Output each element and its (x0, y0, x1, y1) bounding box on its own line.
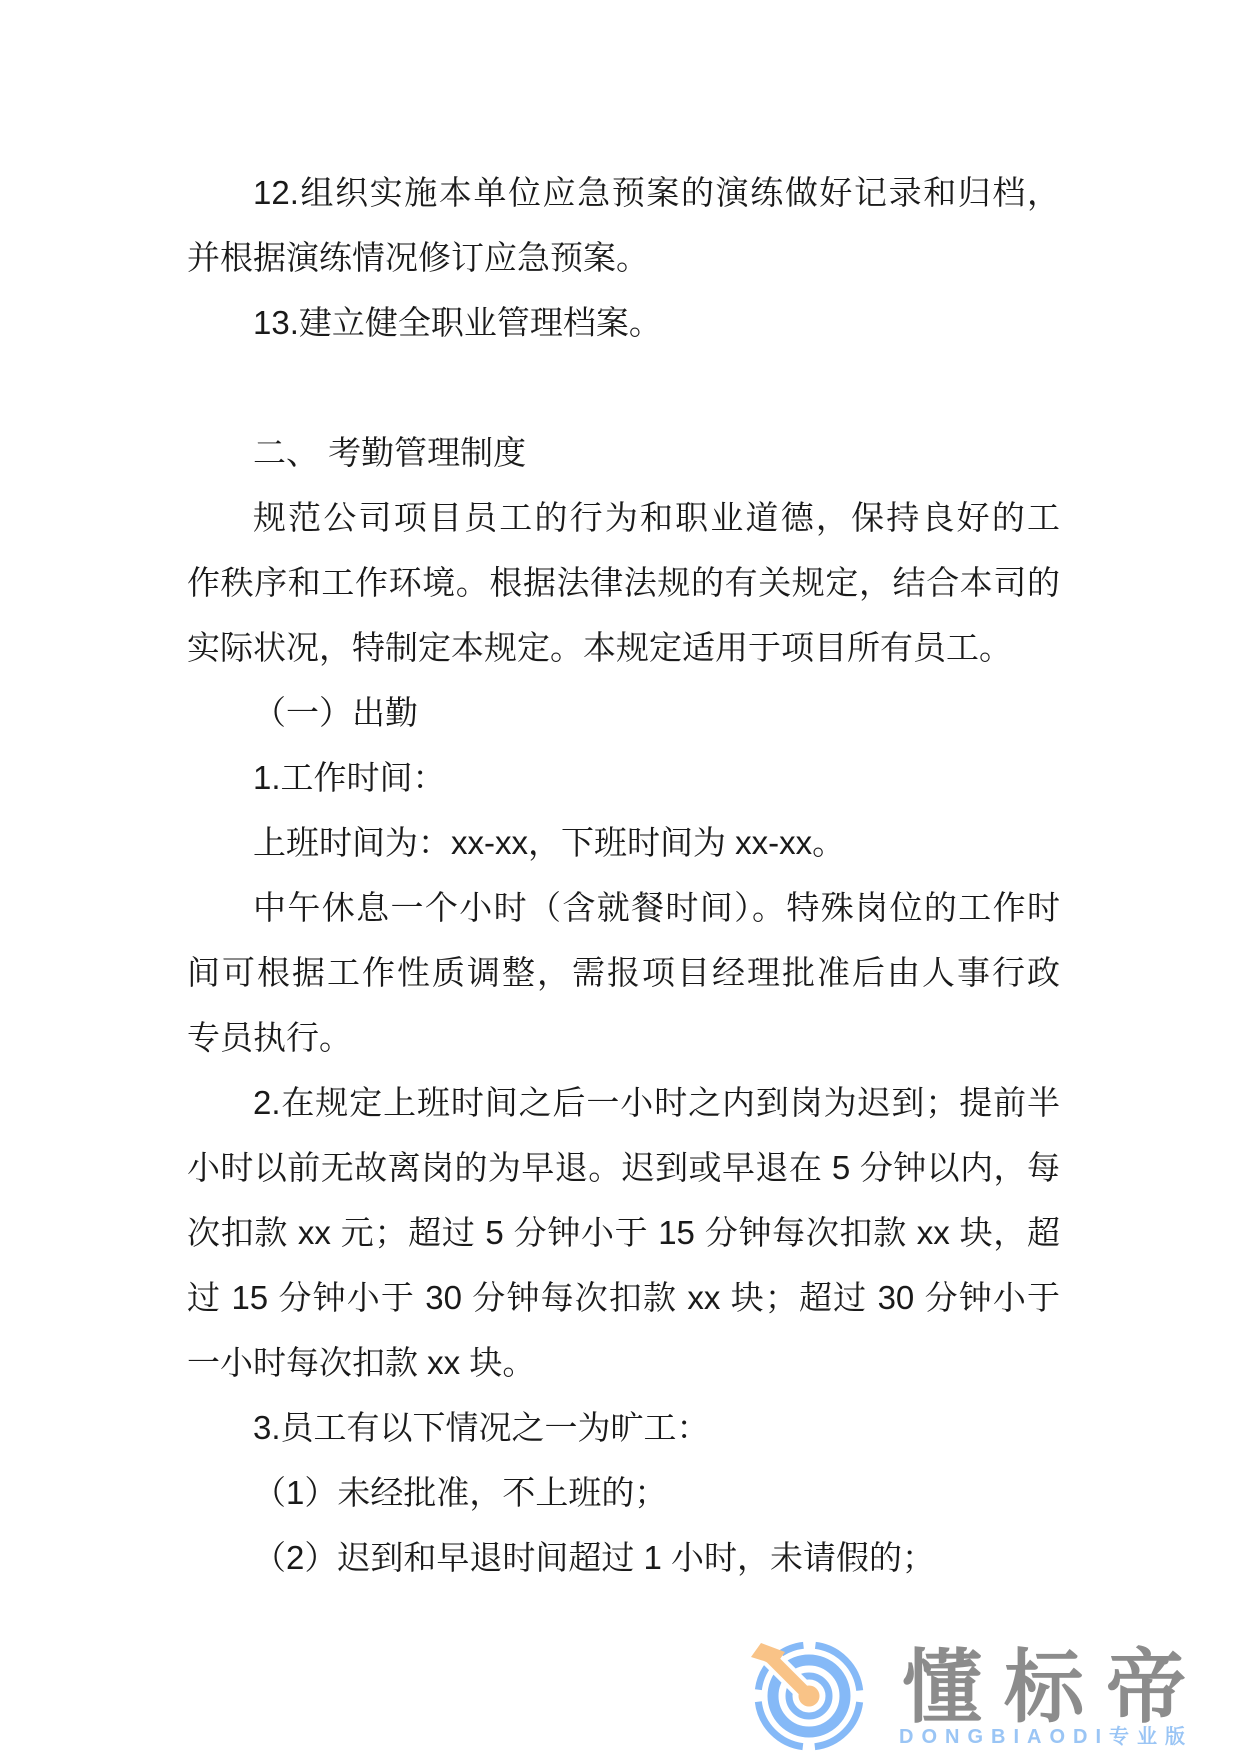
text-line: 间可根据工作性质调整，需报项目经理批准后由人事行政 (187, 954, 1060, 991)
text-line: 二、 考勤管理制度 (253, 434, 527, 471)
text-line: 次扣款 xx 元；超过 5 分钟小于 15 分钟每次扣款 xx 块，超 (187, 1214, 1060, 1251)
text-line: 规范公司项目员工的行为和职业道德，保持良好的工 (253, 499, 1060, 536)
watermark-brand-cn: 懂标帝 (902, 1643, 1208, 1732)
document-lines (187, 160, 1060, 1590)
text-line: 13.建立健全职业管理档案。 (253, 304, 662, 341)
text-line: 中午休息一个小时（含就餐时间）。特殊岗位的工作时 (253, 889, 1060, 926)
text-line: 过 15 分钟小于 30 分钟每次扣款 xx 块；超过 30 分钟小于 (187, 1279, 1060, 1316)
blank-line (187, 355, 1060, 420)
watermark-brand-en-line (899, 1726, 1193, 1748)
text-line: 一小时每次扣款 xx 块。 (187, 1344, 536, 1381)
text-line: 1.工作时间： (253, 759, 446, 796)
text-line: 12.组织实施本单位应急预案的演练做好记录和归档， (253, 174, 1060, 211)
watermark-edition-label: 专业版 (1109, 1726, 1193, 1748)
text-line: 专员执行。 (187, 1019, 352, 1056)
text-line: 上班时间为：xx-xx，下班时间为 xx-xx。 (253, 824, 846, 861)
text-line: 小时以前无故离岗的为早退。迟到或早退在 5 分钟以内，每 (187, 1149, 1060, 1186)
text-line: （1）未经批准，不上班的； (253, 1474, 668, 1511)
text-line: 作秩序和工作环境。根据法律法规的有关规定，结合本司的 (187, 564, 1060, 601)
text-line: 实际状况，特制定本规定。本规定适用于项目所有员工。 (187, 629, 1012, 666)
text-line: （一）出勤 (253, 694, 418, 731)
watermark-brand-en: DONGBIAODI (899, 1726, 1109, 1748)
text-line: 并根据演练情况修订应急预案。 (187, 239, 649, 276)
text-line: 3.员工有以下情况之一为旷工： (253, 1409, 710, 1446)
target-dart-logo-icon (746, 1640, 870, 1754)
text-line: 2.在规定上班时间之后一小时之内到岗为迟到；提前半 (253, 1084, 1060, 1121)
text-line: （2）迟到和早退时间超过 1 小时，未请假的； (253, 1539, 936, 1576)
